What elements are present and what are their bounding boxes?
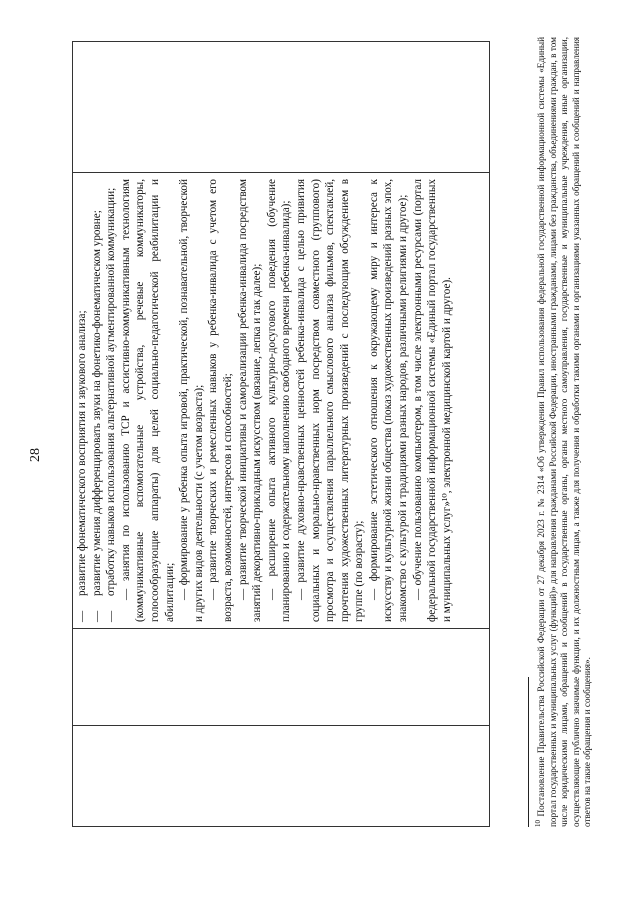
list-item-text: развитие умения дифференцировать звуки на фонетико-фонематическом уровне; [90, 210, 103, 596]
footnote-marker: 10 [534, 820, 542, 827]
list-item-text: обучение пользованию компьютером, в том числе электронными ресурсами (портал федеральной государственной информационной системы «Единый портал государственных и муниципальных услуг»¹⁰, электронной медицинской картой и другое). [411, 179, 453, 622]
list-item-text: развитие духовно-нравственных ценностей ребенка-инвалида с целью привития социальных и морально-нравственных норм посредством совместного (группового) просмотра и осуществления параллельного смыслового анализа фильмов, спектаклей, прочтения художественных литературных произведений с последующим обсуждением в группе (по возрасту); [294, 178, 366, 622]
list-item: —отработку навыков использования альтернативной аугментированной коммуникации; [105, 187, 118, 622]
table-cell-column-1 [73, 726, 490, 827]
list-item: — занятия по использованию ТСР и ассистивно-коммуникативным технологиям (коммуникативные вспомогательные устройства, речевые коммуникаторы, голосообразующие аппараты) для целей социально-педагогической реабилитации и абилитации; [119, 178, 176, 622]
list-item: — обучение пользованию компьютером, в том числе электронными ресурсами (портал федеральной государственной информационной системы «Единый портал государственных и муниципальных услуг»¹⁰, электронной медицинской картой и другое). [411, 179, 453, 622]
list-item: —развитие умения дифференцировать звуки на фонетико-фонематическом уровне; [90, 210, 103, 622]
table-row [73, 42, 490, 827]
list-item-text: расширение опыта активного культурно-досугового поведения (обучение планированию и содержательному наполнению свободного времени ребенка-инвалида); [265, 178, 293, 622]
list-item-text: развитие творческой инициативы и самореализации ребенка-инвалида посредством занятий декоративно-прикладным искусством (вязание, лепка и так далее); [236, 179, 264, 622]
page-number: 28 [28, 448, 43, 462]
footnote-divider [528, 677, 529, 827]
list-item-text: развитие творческих и ремесленных навыков у ребенка-инвалида с учетом его возраста, возможностей, интересов и способностей; [207, 178, 234, 622]
list-item-text: занятия по использованию ТСР и ассистивно-коммуникативным технологиям (коммуникативные вспомогательные устройства, речевые коммуникаторы, голосообразующие аппараты) для целей социально-педагогической реабилитации и абилитации; [119, 178, 176, 622]
rehabilitation-table [72, 41, 490, 827]
content-table [72, 41, 490, 827]
list-item-text: развитие фонематического восприятия и звукового анализа; [76, 310, 88, 596]
list-item: — развитие творческих и ремесленных навыков у ребенка-инвалида с учетом его возраста, возможностей, интересов и способностей; [207, 178, 234, 622]
list-item: —развитие фонематического восприятия и звукового анализа; [76, 310, 88, 622]
footnote-text: Постановление Правительства Российской Федерации от 27 декабря 2023 г. № 2314 «Об утверждении Правил использования федеральной государственной информационной системы «Единый портал государственных и муниципальных услуг (функций)» для направления гражданами Российской Федерации, иностранными гражданами, лицами без гражданства, объединениями граждан, в том числе юридическими лицами, обращений и сообщений в государственные органы, органы местного самоуправления, государственные и муниципальные учреждения, иные организации, осуществляющие публично значимые функции, и их должностным лицам, а также для получения и обработки такими органами и организациями указанных обращений и сообщений и направления ответов на такие обращения и сообщения». [536, 36, 593, 827]
measures-list [75, 179, 454, 622]
table-cell-measures [73, 173, 490, 629]
list-item: — развитие творческой инициативы и самореализации ребенка-инвалида посредством занятий декоративно-прикладным искусством (вязание, лепка и так далее); [236, 179, 264, 622]
list-item-text: формирование у ребенка опыта игровой, практической, познавательной, творческой и других видов деятельности (с учетом возраста); [178, 178, 205, 622]
list-item: — формирование у ребенка опыта игровой, практической, познавательной, творческой и других видов деятельности (с учетом возраста); [178, 178, 205, 622]
list-item: — развитие духовно-нравственных ценностей ребенка-инвалида с целью привития социальных и морально-нравственных норм посредством совместного (группового) просмотра и осуществления параллельного смыслового анализа фильмов, спектаклей, прочтения художественных литературных произведений с последующим обсуждением в группе (по возрасту); [294, 178, 366, 622]
table-cell-column-2 [73, 629, 490, 726]
list-item-text: формирование эстетического отношения к окружающему миру и интереса к искусству и культурной жизни общества (показ художественных произведений разных эпох, знакомство с культурой и традициями разных народов, различными религиями и другое); [367, 179, 410, 622]
list-item: — формирование эстетического отношения к окружающему миру и интереса к искусству и культурной жизни общества (показ художественных произведений разных эпох, знакомство с культурой и традициями разных народов, различными религиями и другое); [367, 179, 410, 622]
table-cell-column-4 [73, 42, 490, 173]
list-item: — расширение опыта активного культурно-досугового поведения (обучение планированию и содержательному наполнению свободного времени ребенка-инвалида); [265, 178, 293, 622]
list-item-text: отработку навыков использования альтернативной аугментированной коммуникации; [105, 187, 118, 596]
footnote [533, 37, 594, 827]
